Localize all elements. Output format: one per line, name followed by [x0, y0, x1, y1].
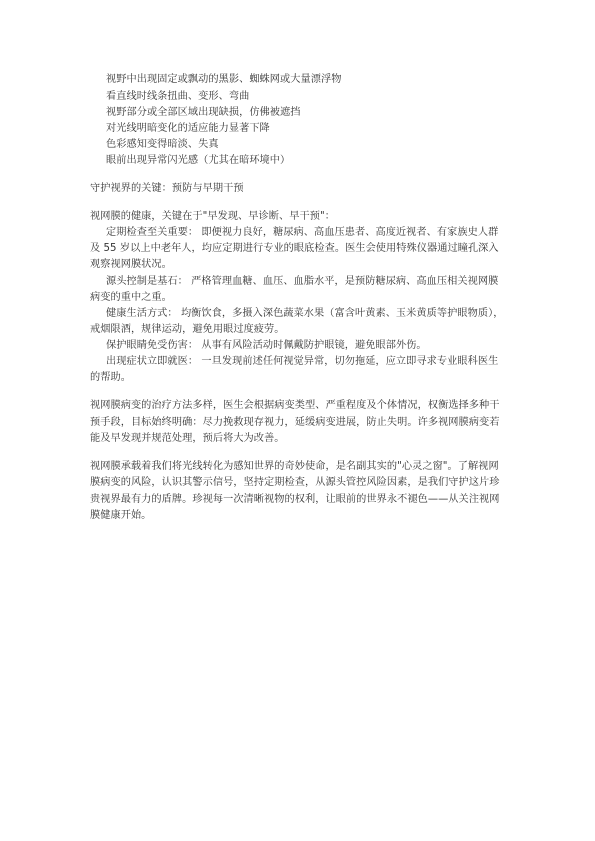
symptom-item: 看直线时线条扭曲、变形、弯曲	[106, 91, 250, 102]
measure-line: 源头控制是基石： 严格管理血糖、血压、血脂水平，是预防糖尿病、高血压相关视网膜	[106, 276, 499, 287]
measure-line: 出现症状立即就医： 一旦发现前述任何视觉异常，切勿拖延，应立即寻求专业眼科医生	[106, 356, 499, 367]
symptom-item: 对光线明暗变化的适应能力显著下降	[106, 123, 270, 134]
closing-paragraph-line: 视网膜承载着我们将光线转化为感知世界的奇妙使命，是名副其实的"心灵之窗"。了解视网	[90, 461, 499, 472]
closing-paragraph-line: 贵视界最有力的盾牌。珍视每一次清晰视物的权利，让眼前的世界永不褪色——从关注视网	[90, 494, 500, 505]
measure-line: 保护眼睛免受伤害： 从事有风险活动时佩戴防护眼镜，避免眼部外伤。	[106, 340, 427, 351]
measure-line: 戒烟限酒，规律运动，避免用眼过度疲劳。	[90, 324, 285, 335]
intro-paragraph: 视网膜的健康，关键在于"早发现、早诊断、早干预"：	[90, 211, 335, 222]
symptom-item: 视野部分或全部区域出现缺损，仿佛被遮挡	[106, 107, 301, 118]
treatment-paragraph-line: 视网膜病变的治疗方法多样，医生会根据病变类型、严重程度及个体情况，权衡选择多种干	[90, 400, 500, 411]
closing-paragraph-line: 膜健康开始。	[90, 510, 152, 521]
measure-line: 健康生活方式： 均衡饮食，多摄入深色蔬菜水果（富含叶黄素、玉米黄质等护眼物质），	[106, 308, 504, 319]
measure-line: 观察视网膜状况。	[90, 259, 172, 270]
symptom-item: 眼前出现异常闪光感（尤其在暗环境中）	[106, 155, 291, 166]
measure-line: 定期检查至关重要： 即便视力良好，糖尿病、高血压患者、高度近视者、有家族史人群	[106, 227, 499, 238]
closing-paragraph-line: 膜病变的风险，认识其警示信号，坚持定期检查，从源头管控风险因素，是我们守护这片珍	[90, 477, 500, 488]
measure-line: 及 55 岁以上中老年人，均应定期进行专业的眼底检查。医生会使用特殊仪器通过瞳孔深入	[90, 243, 499, 254]
measure-line: 的帮助。	[90, 372, 131, 383]
treatment-paragraph-line: 能及早发现并规范处理，预后将大为改善。	[90, 433, 285, 444]
symptom-item: 视野中出现固定或飘动的黑影、蜘蛛网或大量漂浮物	[106, 74, 342, 85]
measure-line: 病变的重中之重。	[90, 292, 172, 303]
treatment-paragraph-line: 预手段，目标始终明确：尽力挽救现存视力，延缓病变进展，防止失明。许多视网膜病变若	[90, 417, 500, 428]
symptom-item: 色彩感知变得暗淡、失真	[106, 139, 219, 150]
section-heading: 守护视界的关键：预防与早期干预	[90, 183, 244, 194]
